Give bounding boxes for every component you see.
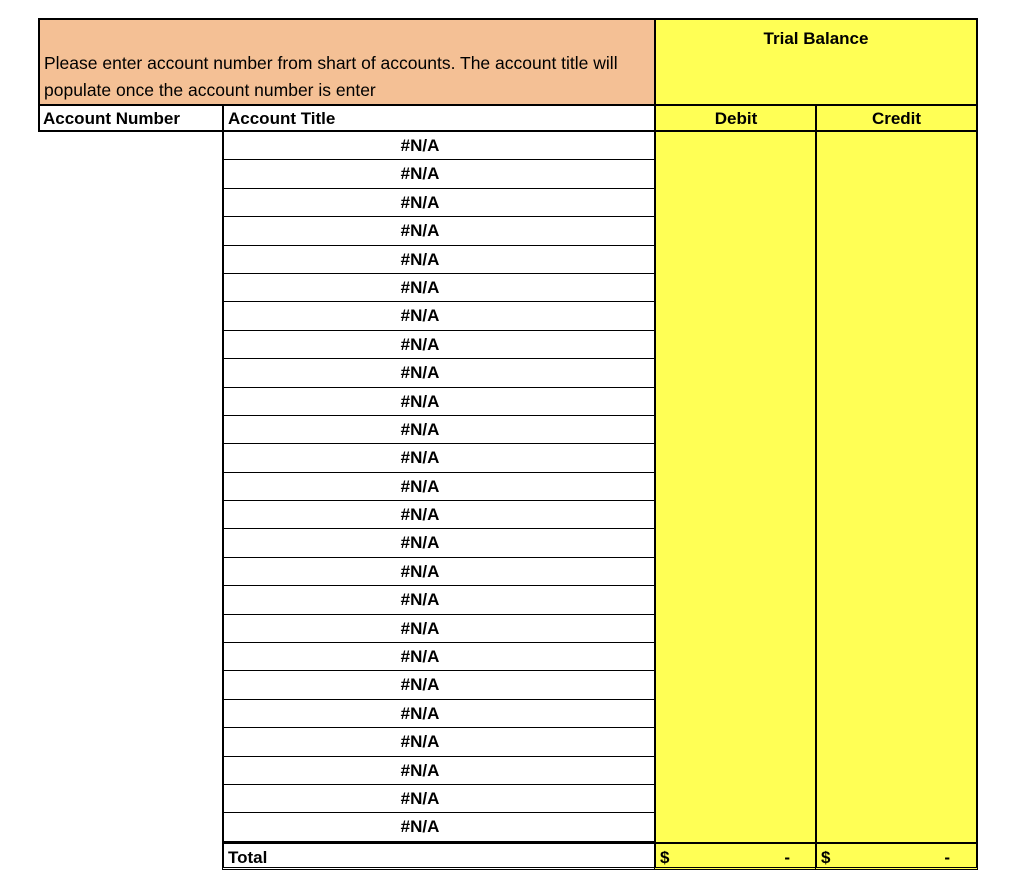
- account-title-cell[interactable]: #N/A: [222, 700, 656, 728]
- account-title-cell[interactable]: #N/A: [222, 274, 656, 302]
- account-number-header-label: Account Number: [43, 109, 180, 128]
- credit-header-label: Credit: [871, 109, 922, 128]
- account-title-cell[interactable]: #N/A: [222, 671, 656, 699]
- account-title-cell[interactable]: #N/A: [222, 813, 656, 841]
- instruction-text: Please enter account number from shart of accounts. The account title will populate once the account number is enter: [44, 53, 618, 100]
- account-title-cell[interactable]: #N/A: [222, 473, 656, 501]
- account-title-cell[interactable]: #N/A: [222, 132, 656, 160]
- instruction-cell[interactable]: [38, 18, 656, 104]
- account-title-cell[interactable]: #N/A: [222, 189, 656, 217]
- account-title-cell[interactable]: #N/A: [222, 388, 656, 416]
- account-title-cell[interactable]: #N/A: [222, 586, 656, 614]
- debit-header[interactable]: [654, 104, 816, 132]
- trial-balance-title: Trial Balance: [763, 29, 869, 48]
- account-title-cell[interactable]: #N/A: [222, 501, 656, 529]
- total-label: Total: [228, 848, 268, 867]
- account-title-cell[interactable]: #N/A: [222, 416, 656, 444]
- debit-header-label: Debit: [714, 109, 758, 128]
- account-title-header-label: Account Title: [228, 109, 336, 128]
- total-credit-currency: $: [821, 848, 831, 867]
- debit-column-cells[interactable]: [654, 132, 816, 842]
- total-credit-value: -: [944, 848, 950, 867]
- total-credit-cell[interactable]: [815, 842, 978, 870]
- credit-header[interactable]: [815, 104, 978, 132]
- account-title-cell[interactable]: #N/A: [222, 615, 656, 643]
- account-title-rows: [222, 132, 656, 842]
- account-title-cell[interactable]: #N/A: [222, 331, 656, 359]
- account-title-header[interactable]: [222, 104, 656, 132]
- account-title-cell[interactable]: #N/A: [222, 302, 656, 330]
- account-title-cell[interactable]: #N/A: [222, 217, 656, 245]
- total-debit-currency: $: [660, 848, 670, 867]
- account-title-cell[interactable]: #N/A: [222, 444, 656, 472]
- account-title-cell[interactable]: #N/A: [222, 558, 656, 586]
- account-title-cell[interactable]: #N/A: [222, 160, 656, 188]
- account-title-cell[interactable]: #N/A: [222, 529, 656, 557]
- account-title-cell[interactable]: #N/A: [222, 785, 656, 813]
- account-title-cell[interactable]: #N/A: [222, 246, 656, 274]
- account-title-cell[interactable]: #N/A: [222, 359, 656, 387]
- account-number-header[interactable]: [38, 104, 222, 132]
- total-debit-cell[interactable]: [654, 842, 816, 870]
- account-title-cell[interactable]: #N/A: [222, 757, 656, 785]
- account-title-cell[interactable]: #N/A: [222, 643, 656, 671]
- total-label-cell[interactable]: [222, 842, 656, 870]
- account-title-cell[interactable]: #N/A: [222, 728, 656, 756]
- credit-column-cells[interactable]: [815, 132, 978, 842]
- trial-balance-header-cell[interactable]: [654, 18, 978, 104]
- total-debit-value: -: [784, 848, 790, 867]
